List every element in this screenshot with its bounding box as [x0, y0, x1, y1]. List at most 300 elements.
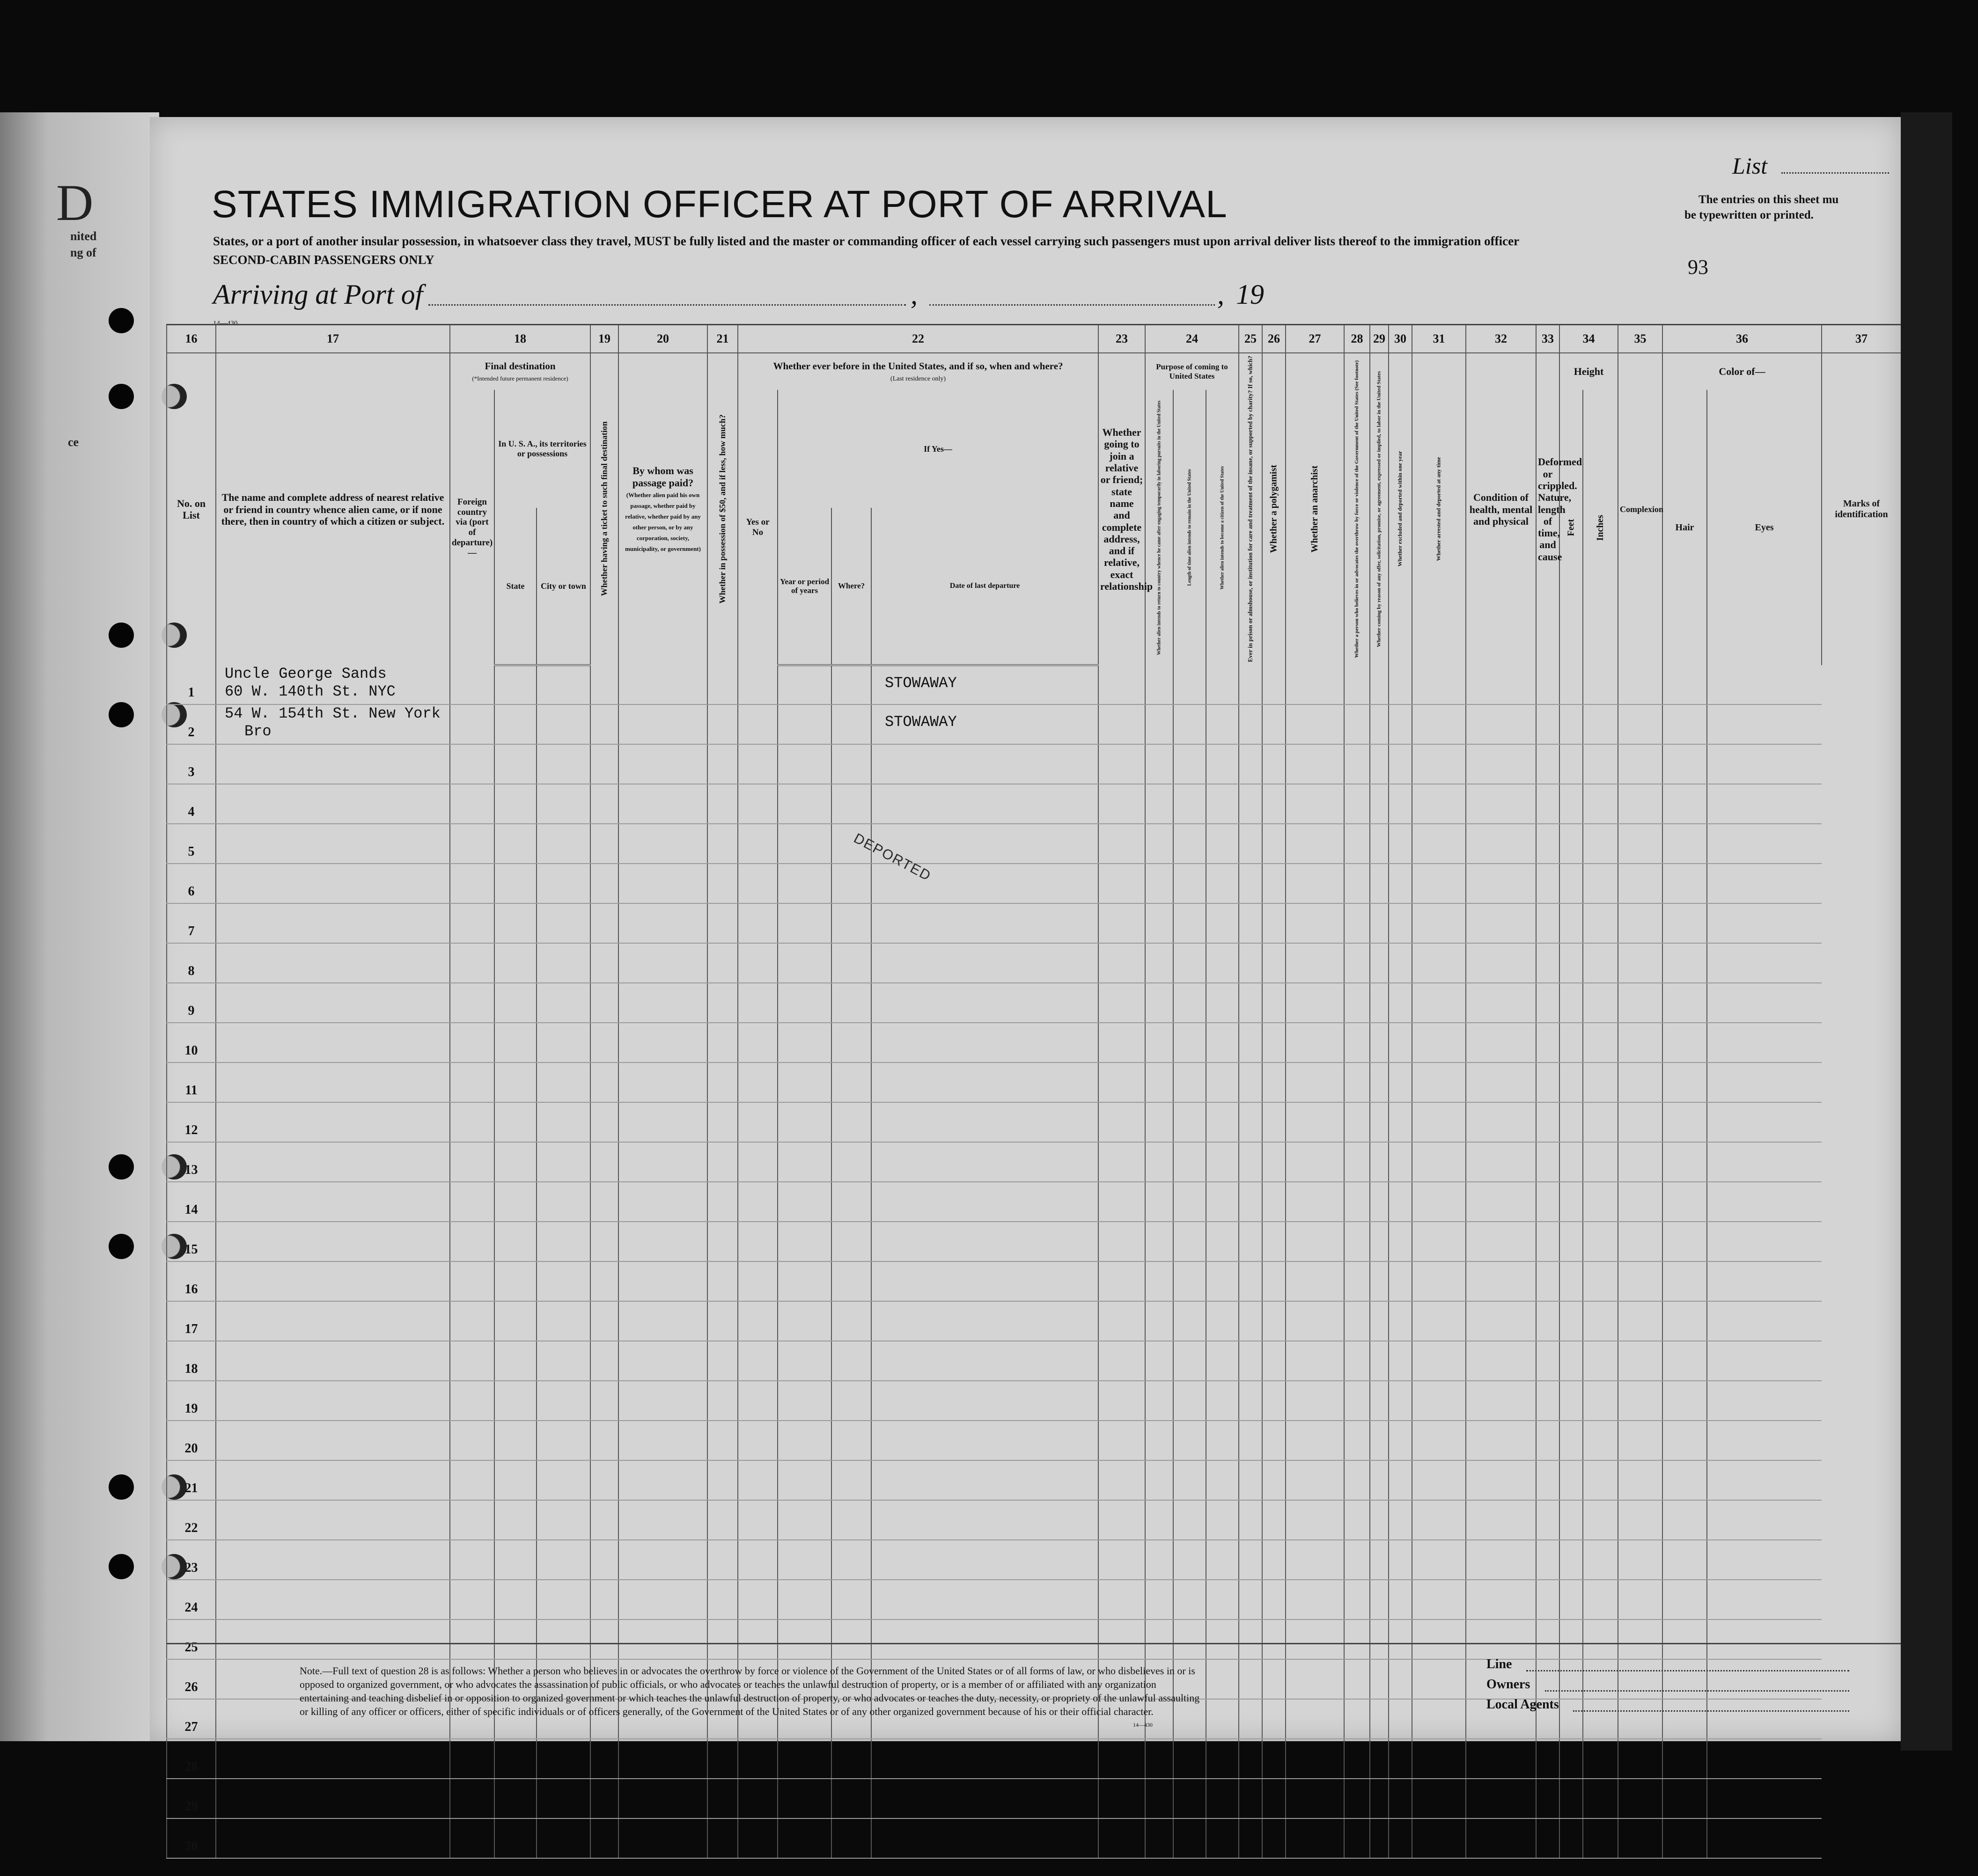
table-cell	[1286, 1739, 1344, 1779]
table-cell	[1618, 1301, 1662, 1341]
table-cell	[1559, 1063, 1583, 1102]
table-cell	[1206, 1381, 1239, 1421]
relative-address-cell	[216, 1540, 450, 1580]
table-cell	[618, 1779, 707, 1818]
strip-text-2: ng of	[70, 246, 96, 259]
table-cell	[450, 864, 494, 903]
table-cell	[1286, 1818, 1344, 1858]
table-cell	[1262, 1182, 1286, 1222]
table-cell	[1262, 903, 1286, 943]
joining-cell	[871, 665, 1098, 704]
table-cell	[1098, 665, 1145, 704]
table-cell	[1098, 943, 1145, 983]
table-cell	[618, 1620, 707, 1659]
table-cell	[1262, 824, 1286, 864]
relative-address-cell	[216, 943, 450, 983]
before-in-us-title: Whether ever before in the United States, and if so, when and where?	[773, 360, 1063, 372]
table-cell	[618, 665, 707, 704]
table-cell	[1344, 1739, 1370, 1779]
table-cell	[1145, 784, 1173, 824]
table-cell	[537, 1182, 590, 1222]
table-cell	[1583, 1540, 1618, 1580]
table-cell	[450, 1421, 494, 1460]
table-cell	[1412, 1063, 1466, 1102]
row-number: 23	[167, 1540, 216, 1580]
table-cell	[1466, 1818, 1536, 1858]
table-cell	[618, 1102, 707, 1142]
table-cell	[1707, 1620, 1822, 1659]
header-foreign-country: Foreign country via (port of departure)—	[450, 390, 494, 665]
table-cell	[738, 1739, 778, 1779]
table-cell	[1206, 1261, 1239, 1301]
table-cell	[738, 824, 778, 864]
table-cell	[1370, 744, 1389, 784]
table-cell	[1145, 1222, 1173, 1261]
table-cell	[1262, 1500, 1286, 1540]
table-cell	[1173, 1580, 1206, 1620]
table-cell	[707, 1620, 738, 1659]
table-cell	[1389, 864, 1412, 903]
table-cell	[831, 744, 871, 784]
header-years: Year or period of years	[778, 508, 831, 666]
table-cell	[1583, 1261, 1618, 1301]
binder-hole	[109, 1554, 134, 1579]
table-cell	[1239, 1102, 1262, 1142]
table-cell	[1662, 903, 1707, 943]
table-cell	[1466, 1580, 1536, 1620]
col-num-34: 34	[1559, 325, 1618, 353]
table-cell	[1707, 744, 1822, 784]
table-cell	[1583, 903, 1618, 943]
table-cell	[1536, 1818, 1559, 1858]
table-row	[167, 1381, 1901, 1421]
table-cell	[707, 903, 738, 943]
table-cell	[1389, 744, 1412, 784]
table-cell	[1618, 1222, 1662, 1261]
table-row	[167, 1500, 1901, 1540]
table-cell	[1662, 864, 1707, 903]
table-cell	[1536, 1301, 1559, 1341]
relative-address-cell	[216, 864, 450, 903]
table-cell	[1389, 943, 1412, 983]
table-cell	[707, 1580, 738, 1620]
relative-address-cell	[216, 744, 450, 784]
table-cell	[1559, 1142, 1583, 1182]
table-cell	[1466, 1381, 1536, 1421]
table-cell	[1466, 1142, 1536, 1182]
joining-cell	[871, 1142, 1098, 1182]
table-cell	[1389, 1142, 1412, 1182]
relative-address-cell	[216, 1261, 450, 1301]
table-cell	[450, 744, 494, 784]
table-cell	[1412, 1421, 1466, 1460]
table-cell	[707, 1063, 738, 1102]
table-cell	[1618, 704, 1662, 744]
form-code-top: 14—430.	[213, 320, 240, 327]
table-cell	[1173, 943, 1206, 983]
relative-address-line: Uncle George Sands	[225, 665, 387, 683]
table-cell	[1370, 1261, 1389, 1301]
table-cell	[590, 1182, 618, 1222]
table-cell	[778, 1739, 831, 1779]
table-cell	[618, 903, 707, 943]
table-row	[167, 665, 1901, 704]
table-cell	[1559, 1818, 1583, 1858]
joining-cell	[871, 1739, 1098, 1779]
table-cell	[1559, 1023, 1583, 1063]
table-cell	[590, 784, 618, 824]
table-cell	[1206, 1699, 1239, 1739]
table-cell	[537, 1341, 590, 1381]
table-cell	[831, 1779, 871, 1818]
table-cell	[1098, 1779, 1145, 1818]
table-cell	[1145, 704, 1173, 744]
table-cell	[1173, 1460, 1206, 1500]
passenger-class: SECOND-CABIN PASSENGERS ONLY	[213, 253, 434, 267]
table-cell	[1559, 665, 1583, 704]
table-cell	[1262, 1699, 1286, 1739]
table-cell	[1173, 1381, 1206, 1421]
table-cell	[831, 1580, 871, 1620]
table-cell	[738, 1620, 778, 1659]
table-cell	[1389, 1739, 1412, 1779]
table-cell	[450, 1182, 494, 1222]
table-cell	[1583, 1699, 1618, 1739]
table-cell	[1145, 1739, 1173, 1779]
table-cell	[1239, 943, 1262, 983]
table-cell	[1618, 744, 1662, 784]
table-cell	[1662, 1779, 1707, 1818]
table-cell	[1466, 983, 1536, 1023]
table-cell	[494, 1222, 537, 1261]
table-cell	[1466, 704, 1536, 744]
relative-address-cell	[216, 1341, 450, 1381]
table-cell	[1344, 1182, 1370, 1222]
table-cell	[1173, 1261, 1206, 1301]
table-cell	[1559, 824, 1583, 864]
table-cell	[1559, 903, 1583, 943]
table-cell	[1344, 1023, 1370, 1063]
table-cell	[1145, 1261, 1173, 1301]
table-cell	[1618, 1341, 1662, 1381]
table-cell	[1662, 1818, 1707, 1858]
table-cell	[1239, 1460, 1262, 1500]
table-cell	[831, 1142, 871, 1182]
table-cell	[1389, 704, 1412, 744]
table-cell	[1286, 1421, 1344, 1460]
table-cell	[1262, 1779, 1286, 1818]
table-cell	[1618, 1500, 1662, 1540]
table-cell	[590, 1023, 618, 1063]
row-number: 13	[167, 1142, 216, 1182]
table-cell	[1662, 1381, 1707, 1421]
comma-separator: ,	[911, 279, 918, 310]
table-cell	[494, 1500, 537, 1540]
col-num-16: 16	[167, 325, 216, 353]
table-cell	[1707, 1699, 1822, 1739]
table-cell	[1466, 665, 1536, 704]
table-cell	[590, 1421, 618, 1460]
table-cell	[1370, 704, 1389, 744]
table-cell	[1583, 824, 1618, 864]
table-cell	[1536, 1222, 1559, 1261]
table-cell	[1173, 1222, 1206, 1261]
table-cell	[831, 1102, 871, 1142]
table-cell	[1286, 1341, 1344, 1381]
table-cell	[450, 1301, 494, 1341]
table-cell	[1344, 665, 1370, 704]
joining-cell	[871, 1620, 1098, 1659]
table-cell	[1707, 1261, 1822, 1301]
table-cell	[1262, 864, 1286, 903]
table-cell	[1239, 704, 1262, 744]
table-cell	[1206, 1580, 1239, 1620]
table-cell	[1536, 824, 1559, 864]
col-num-17: 17	[216, 325, 450, 353]
table-cell	[494, 1381, 537, 1421]
col-num-32: 32	[1466, 325, 1536, 353]
table-cell	[1206, 1222, 1239, 1261]
table-cell	[1286, 1142, 1344, 1182]
header-before-in-us	[738, 353, 1098, 390]
table-cell	[1559, 1182, 1583, 1222]
table-cell	[1173, 1500, 1206, 1540]
table-cell	[738, 1261, 778, 1301]
table-cell	[1412, 1023, 1466, 1063]
table-cell	[1536, 1341, 1559, 1381]
table-cell	[738, 903, 778, 943]
table-cell	[1239, 1540, 1262, 1580]
table-cell	[618, 1818, 707, 1858]
table-cell	[1583, 1102, 1618, 1142]
table-cell	[1662, 1341, 1707, 1381]
table-cell	[1206, 983, 1239, 1023]
table-cell	[1412, 943, 1466, 983]
table-cell	[1618, 903, 1662, 943]
table-row	[167, 1620, 1901, 1659]
table-cell	[537, 1460, 590, 1500]
joining-cell	[871, 1779, 1098, 1818]
table-cell	[1286, 1261, 1344, 1301]
table-cell	[1412, 704, 1466, 744]
table-cell	[1173, 744, 1206, 784]
header-hair: Hair	[1662, 390, 1707, 665]
table-cell	[1145, 1779, 1173, 1818]
relative-address-cell	[216, 1818, 450, 1858]
table-cell	[707, 1460, 738, 1500]
table-cell	[494, 824, 537, 864]
table-cell	[1707, 1142, 1822, 1182]
table-cell	[1286, 1102, 1344, 1142]
table-row	[167, 1023, 1901, 1063]
strip-letter: D	[56, 174, 94, 231]
table-cell	[1239, 1142, 1262, 1182]
table-cell	[1466, 943, 1536, 983]
table-cell	[1707, 1779, 1822, 1818]
table-cell	[1239, 903, 1262, 943]
manifest-table	[166, 324, 1901, 1859]
table-cell	[1412, 1341, 1466, 1381]
table-cell	[1662, 1301, 1707, 1341]
table-cell	[1707, 1381, 1822, 1421]
col-num-35: 35	[1618, 325, 1662, 353]
table-cell	[1286, 1779, 1344, 1818]
table-cell	[1536, 1023, 1559, 1063]
table-cell	[1662, 1182, 1707, 1222]
table-cell	[1389, 1222, 1412, 1261]
table-cell	[1412, 1142, 1466, 1182]
relative-address-cell	[216, 784, 450, 824]
table-cell	[1286, 784, 1344, 824]
table-cell	[1707, 983, 1822, 1023]
table-cell	[1583, 1381, 1618, 1421]
table-cell	[1344, 1142, 1370, 1182]
header-passage-paid	[618, 353, 707, 665]
table-cell	[494, 1142, 537, 1182]
table-cell	[778, 1620, 831, 1659]
table-cell	[1707, 1301, 1822, 1341]
table-cell	[1559, 1500, 1583, 1540]
table-cell	[707, 943, 738, 983]
table-cell	[1173, 1102, 1206, 1142]
table-cell	[1389, 1063, 1412, 1102]
table-cell	[1618, 1063, 1662, 1102]
table-cell	[494, 1818, 537, 1858]
table-cell	[1559, 864, 1583, 903]
header-ticket: Whether having a ticket to such final destination	[590, 353, 618, 665]
table-cell	[707, 1102, 738, 1142]
owners-label: Owners	[1486, 1677, 1530, 1692]
table-cell	[1662, 1739, 1707, 1779]
table-cell	[1536, 1659, 1559, 1699]
table-cell	[1173, 983, 1206, 1023]
table-cell	[1389, 784, 1412, 824]
col-num-27: 27	[1286, 325, 1344, 353]
table-cell	[1098, 1341, 1145, 1381]
table-cell	[1707, 1540, 1822, 1580]
table-cell	[494, 1620, 537, 1659]
table-cell	[1389, 1779, 1412, 1818]
table-cell	[1145, 1460, 1173, 1500]
table-cell	[1412, 1222, 1466, 1261]
table-cell	[1206, 1023, 1239, 1063]
table-cell	[1145, 1620, 1173, 1659]
table-cell	[738, 943, 778, 983]
table-row	[167, 983, 1901, 1023]
table-cell	[1618, 1779, 1662, 1818]
owners-blank	[1545, 1690, 1849, 1692]
header-yes-no: Yes or No	[738, 390, 778, 665]
table-cell	[1286, 1460, 1344, 1500]
table-cell	[1173, 1341, 1206, 1381]
table-cell	[1412, 864, 1466, 903]
table-cell	[1286, 744, 1344, 784]
joining-text: STOWAWAY	[885, 674, 957, 692]
table-cell	[1559, 1222, 1583, 1261]
list-label: List	[1732, 153, 1768, 179]
table-cell	[1173, 1739, 1206, 1779]
table-cell	[1098, 1222, 1145, 1261]
table-cell	[1173, 704, 1206, 744]
table-cell	[1344, 1460, 1370, 1500]
header-in-usa: In U. S. A., its territories or possessions	[494, 390, 590, 508]
table-cell	[494, 1540, 537, 1580]
table-cell	[1662, 1580, 1707, 1620]
table-cell	[1098, 824, 1145, 864]
table-cell	[1206, 903, 1239, 943]
table-cell	[1370, 1818, 1389, 1858]
deported-stamp: DEPORTED	[851, 830, 934, 884]
table-cell	[1583, 784, 1618, 824]
joining-cell	[871, 1102, 1098, 1142]
table-cell	[1098, 1102, 1145, 1142]
table-cell	[1559, 704, 1583, 744]
table-cell	[1536, 1102, 1559, 1142]
table-cell	[1662, 1699, 1707, 1739]
table-cell	[1583, 1818, 1618, 1858]
agents-blank	[1573, 1710, 1849, 1712]
table-cell	[1239, 864, 1262, 903]
table-cell	[1286, 983, 1344, 1023]
table-cell	[450, 1540, 494, 1580]
table-cell	[1389, 1182, 1412, 1222]
table-cell	[1662, 983, 1707, 1023]
header-complexion: Complexion	[1618, 353, 1662, 665]
table-cell	[450, 1261, 494, 1301]
table-cell	[1370, 784, 1389, 824]
table-cell	[618, 1341, 707, 1381]
table-cell	[618, 1580, 707, 1620]
table-cell	[707, 1818, 738, 1858]
table-cell	[1389, 1341, 1412, 1381]
table-cell	[1206, 1500, 1239, 1540]
table-cell	[1206, 1421, 1239, 1460]
arriving-label: Arriving at Port of	[213, 279, 423, 310]
relative-address-cell	[216, 1460, 450, 1500]
table-cell	[707, 1381, 738, 1421]
table-cell	[1583, 1779, 1618, 1818]
table-cell	[1262, 1818, 1286, 1858]
table-cell	[1098, 1142, 1145, 1182]
header-citizen-intent: Whether alien intends to become a citizen of the United States	[1206, 390, 1239, 665]
table-cell	[494, 1182, 537, 1222]
table-cell	[707, 1182, 738, 1222]
table-cell	[1145, 943, 1173, 983]
table-cell	[537, 1301, 590, 1341]
table-cell	[618, 1142, 707, 1182]
table-cell	[778, 1540, 831, 1580]
row-number: 18	[167, 1341, 216, 1381]
table-cell	[1466, 1023, 1536, 1063]
table-cell	[1286, 903, 1344, 943]
table-cell	[1239, 1341, 1262, 1381]
table-cell	[618, 943, 707, 983]
table-cell	[1239, 824, 1262, 864]
table-cell	[1662, 744, 1707, 784]
table-cell	[1239, 1381, 1262, 1421]
table-cell	[1466, 784, 1536, 824]
table-cell	[1618, 1460, 1662, 1500]
table-cell	[1536, 943, 1559, 983]
binder-hole	[109, 623, 134, 648]
table-cell	[537, 1142, 590, 1182]
year-comma: ,	[1217, 279, 1224, 310]
header-excluded: Whether excluded and deported within one year	[1389, 353, 1412, 665]
table-cell	[1707, 864, 1822, 903]
table-cell	[1412, 1620, 1466, 1659]
table-cell	[831, 1063, 871, 1102]
table-cell	[1536, 1739, 1559, 1779]
